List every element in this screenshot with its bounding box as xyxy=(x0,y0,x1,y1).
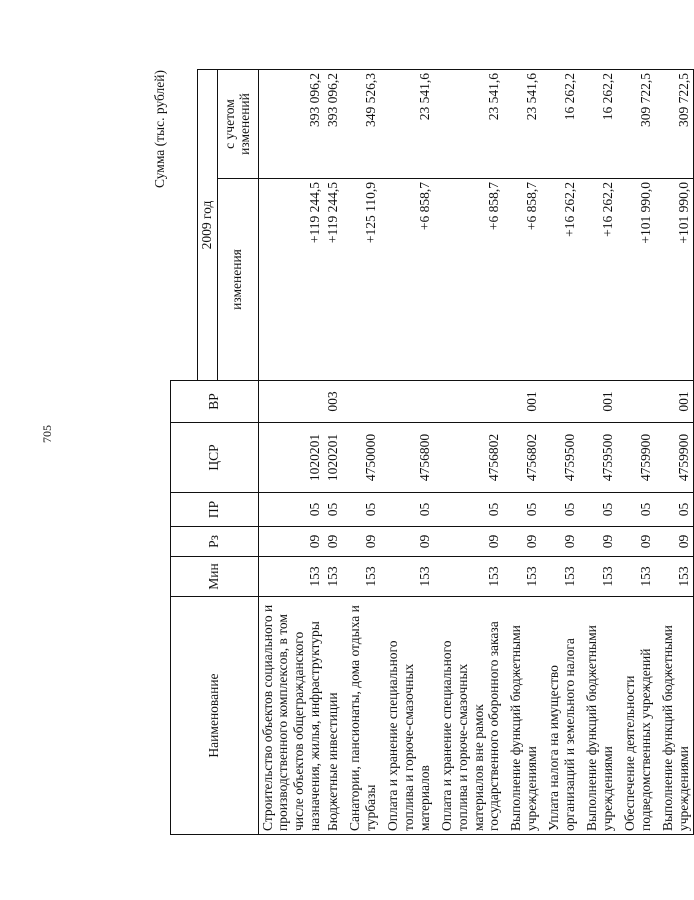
row-rz-cell: 09 xyxy=(541,527,579,557)
row-change-cell: +101 990,0 xyxy=(655,179,693,381)
row-csr-cell: 1020201 xyxy=(324,423,342,493)
row-vr-cell xyxy=(258,381,324,423)
row-min-cell: 153 xyxy=(434,557,504,597)
row-min-cell: 153 xyxy=(503,557,541,597)
row-min-cell: 153 xyxy=(342,557,380,597)
row-min-cell: 153 xyxy=(324,557,342,597)
header-year: 2009 год xyxy=(197,70,217,381)
table-row xyxy=(503,70,541,835)
row-total-cell: 309 722,5 xyxy=(655,70,693,179)
budget-table xyxy=(170,69,694,835)
row-pr-cell: 05 xyxy=(541,493,579,527)
row-rz-cell: 09 xyxy=(617,527,655,557)
row-name-cell: Выполнение функций бюджетными учреждениями xyxy=(503,597,541,835)
row-min-cell: 153 xyxy=(617,557,655,597)
table-body xyxy=(258,70,693,835)
row-total-cell: 23 541,6 xyxy=(380,70,434,179)
header-csr: ЦСР xyxy=(171,423,259,493)
row-min-cell: 153 xyxy=(541,557,579,597)
row-total-cell: 23 541,6 xyxy=(434,70,504,179)
table-row xyxy=(380,70,434,835)
row-total-cell: 16 262,2 xyxy=(541,70,579,179)
row-min-cell: 153 xyxy=(655,557,693,597)
row-change-cell: +16 262,2 xyxy=(579,179,617,381)
row-total-cell: 23 541,6 xyxy=(503,70,541,179)
row-csr-cell: 4759900 xyxy=(617,423,655,493)
row-change-cell: +125 110,9 xyxy=(342,179,380,381)
row-pr-cell: 05 xyxy=(380,493,434,527)
header-changes: изменения xyxy=(217,179,258,381)
row-vr-cell: 001 xyxy=(579,381,617,423)
row-total-cell: 349 526,3 xyxy=(342,70,380,179)
table-header xyxy=(171,70,259,835)
row-vr-cell xyxy=(541,381,579,423)
row-min-cell: 153 xyxy=(380,557,434,597)
row-change-cell: +119 244,5 xyxy=(258,179,324,381)
row-vr-cell: 001 xyxy=(503,381,541,423)
row-rz-cell: 09 xyxy=(434,527,504,557)
row-pr-cell: 05 xyxy=(434,493,504,527)
table-row xyxy=(342,70,380,835)
row-name-cell: Выполнение функций бюджетными учреждениями xyxy=(579,597,617,835)
row-change-cell: +16 262,2 xyxy=(541,179,579,381)
row-change-cell: +6 858,7 xyxy=(503,179,541,381)
row-csr-cell: 4759900 xyxy=(655,423,693,493)
row-name-cell: Строительство объектов социального и производственного комплексов, в том числе объектов общегражданского назначения, жилья, инфраструктуры xyxy=(258,597,324,835)
row-vr-cell: 001 xyxy=(655,381,693,423)
row-name-cell: Выполнение функций бюджетными учреждениями xyxy=(655,597,693,835)
table-row xyxy=(324,70,342,835)
row-total-cell: 309 722,5 xyxy=(617,70,655,179)
table-row xyxy=(655,70,693,835)
header-pr: ПР xyxy=(171,493,259,527)
row-vr-cell: 003 xyxy=(324,381,342,423)
row-pr-cell: 05 xyxy=(258,493,324,527)
header-min: Мин xyxy=(171,557,259,597)
row-csr-cell: 4756802 xyxy=(434,423,504,493)
table-row xyxy=(617,70,655,835)
header-spacer xyxy=(171,70,198,381)
table-row xyxy=(541,70,579,835)
row-rz-cell: 09 xyxy=(342,527,380,557)
row-csr-cell: 4756800 xyxy=(380,423,434,493)
table-row xyxy=(579,70,617,835)
table-row xyxy=(258,70,324,835)
row-csr-cell: 4759500 xyxy=(579,423,617,493)
header-rz: Рз xyxy=(171,527,259,557)
row-csr-cell: 4756802 xyxy=(503,423,541,493)
row-name-cell: Санатории, пансионаты, дома отдыха и турбазы xyxy=(342,597,380,835)
row-rz-cell: 09 xyxy=(655,527,693,557)
row-pr-cell: 05 xyxy=(342,493,380,527)
table-row xyxy=(434,70,504,835)
row-name-cell: Оплата и хранение специального топлива и горюче-смазочных материалов вне рамок государственного оборонного заказа xyxy=(434,597,504,835)
units-caption: Сумма (тыс. рублей) xyxy=(152,70,167,188)
row-change-cell: +101 990,0 xyxy=(617,179,655,381)
row-name-cell: Бюджетные инвестиции xyxy=(324,597,342,835)
page-number: 705 xyxy=(40,425,54,443)
row-vr-cell xyxy=(434,381,504,423)
row-rz-cell: 09 xyxy=(324,527,342,557)
row-pr-cell: 05 xyxy=(503,493,541,527)
header-with-changes: с учетом изменений xyxy=(217,70,258,179)
row-total-cell: 393 096,2 xyxy=(324,70,342,179)
row-vr-cell xyxy=(342,381,380,423)
row-rz-cell: 09 xyxy=(503,527,541,557)
row-rz-cell: 09 xyxy=(380,527,434,557)
budget-table-sheet xyxy=(150,70,691,835)
row-name-cell: Обеспечение деятельности подведомственных учреждений xyxy=(617,597,655,835)
row-min-cell: 153 xyxy=(258,557,324,597)
row-total-cell: 16 262,2 xyxy=(579,70,617,179)
row-pr-cell: 05 xyxy=(324,493,342,527)
row-pr-cell: 05 xyxy=(655,493,693,527)
row-name-cell: Уплата налога на имущество организаций и земельного налога xyxy=(541,597,579,835)
row-vr-cell xyxy=(380,381,434,423)
row-total-cell: 393 096,2 xyxy=(258,70,324,179)
row-vr-cell xyxy=(617,381,655,423)
header-name: Наименование xyxy=(171,597,259,835)
row-pr-cell: 05 xyxy=(617,493,655,527)
row-csr-cell: 4750000 xyxy=(342,423,380,493)
row-rz-cell: 09 xyxy=(579,527,617,557)
row-change-cell: +6 858,7 xyxy=(380,179,434,381)
header-vr: ВР xyxy=(171,381,259,423)
row-name-cell: Оплата и хранение специального топлива и горюче-смазочных материалов xyxy=(380,597,434,835)
row-csr-cell: 4759500 xyxy=(541,423,579,493)
row-change-cell: +6 858,7 xyxy=(434,179,504,381)
row-csr-cell: 1020201 xyxy=(258,423,324,493)
row-change-cell: +119 244,5 xyxy=(324,179,342,381)
row-pr-cell: 05 xyxy=(579,493,617,527)
row-min-cell: 153 xyxy=(579,557,617,597)
row-rz-cell: 09 xyxy=(258,527,324,557)
